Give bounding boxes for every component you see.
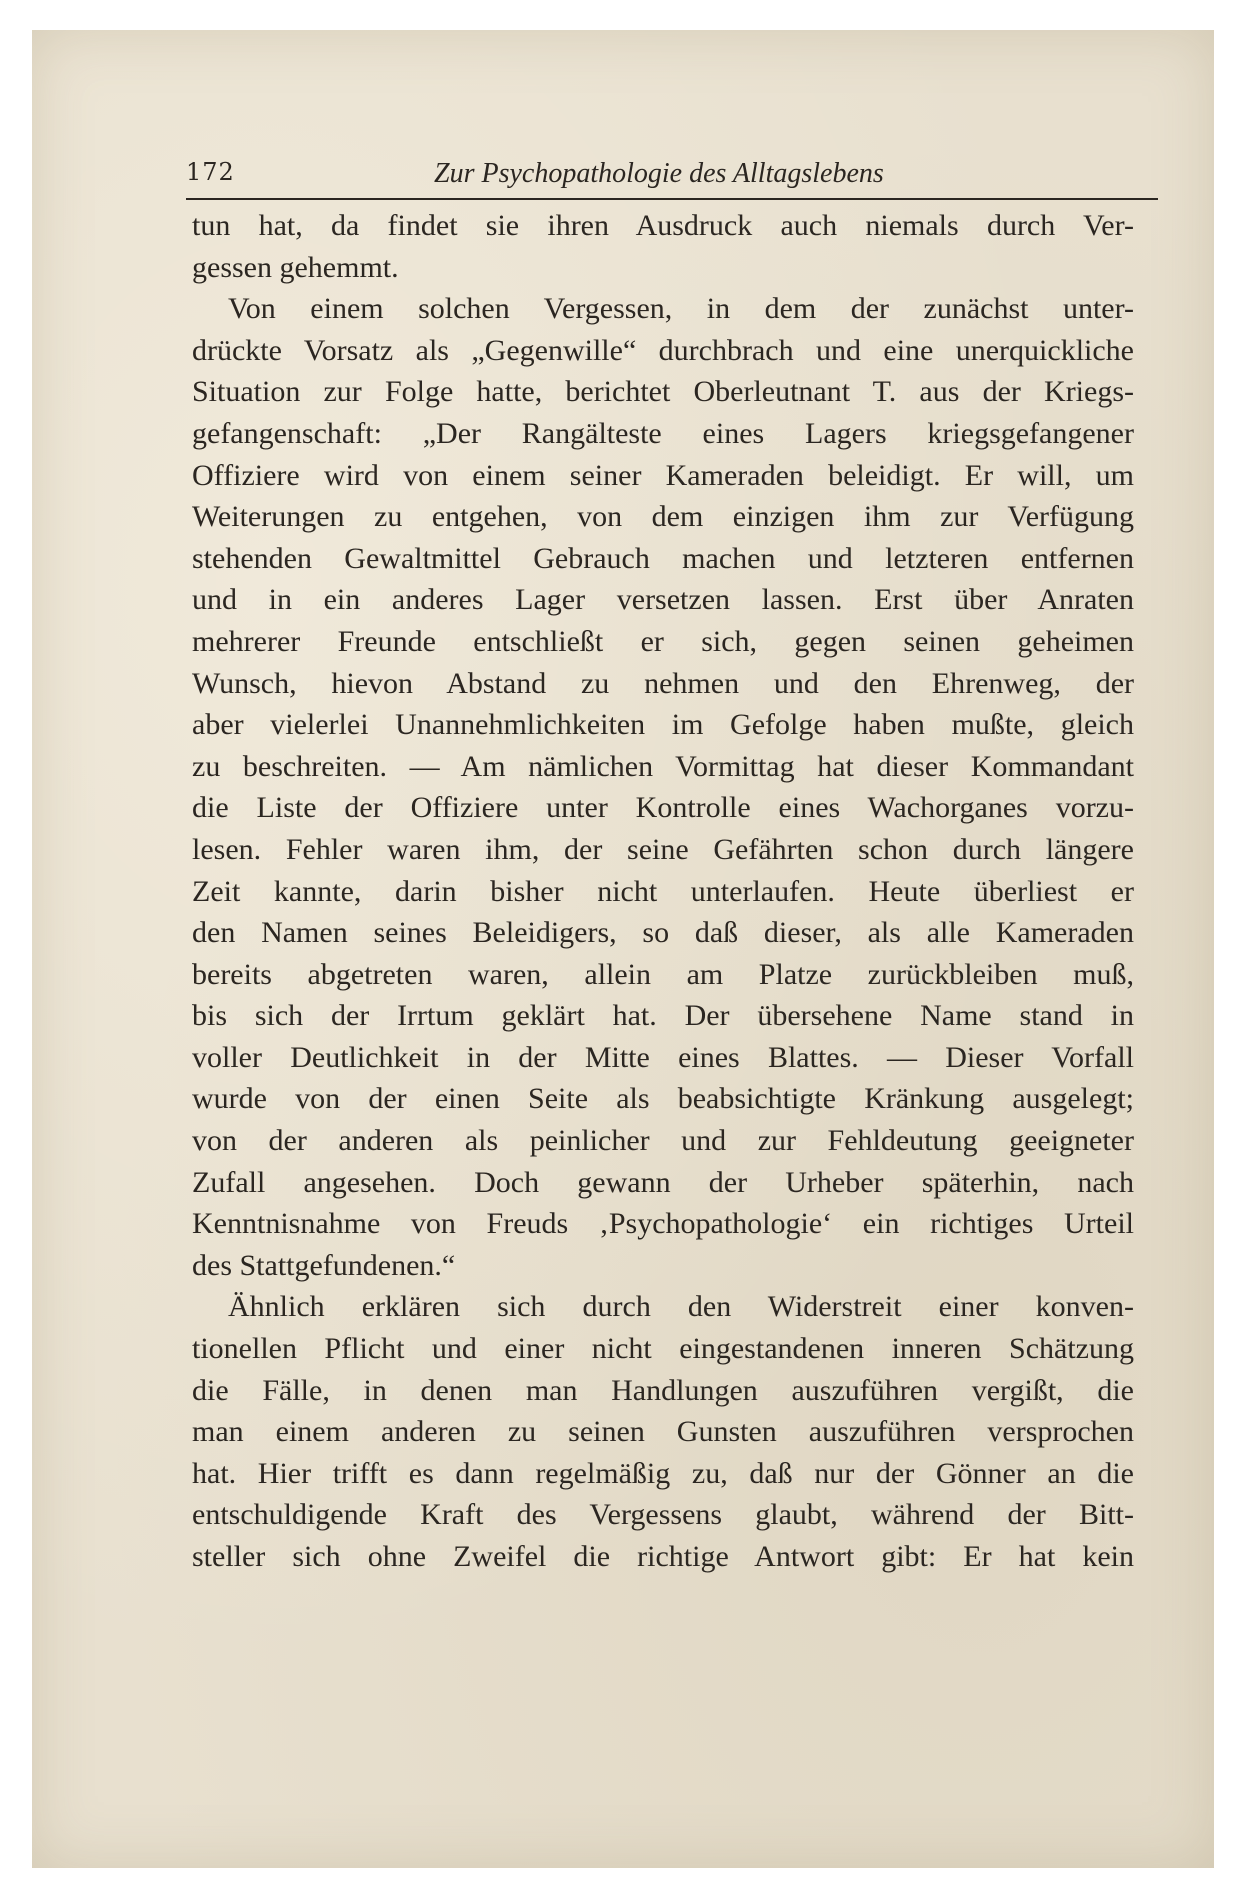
text-line: Situation zur Folge hatte, berichtet Oberleutnant T. aus der Kriegs- xyxy=(192,375,1134,409)
text-line: gefangenschaft: „Der Rangälteste eines Lagers kriegsgefangener xyxy=(192,416,1134,450)
text-line: lesen. Fehler waren ihm, der seine Gefährten schon durch längere xyxy=(192,832,1134,866)
running-title: Zur Psychopathologie des Alltagslebens xyxy=(434,158,884,189)
text-line: Weiterungen zu entgehen, von dem einzigen ihm zur Verfügung xyxy=(192,500,1134,534)
text-line: gessen gehemmt. xyxy=(192,250,399,284)
text-line: die Fälle, in denen man Handlungen auszuführen vergißt, die xyxy=(192,1373,1134,1407)
text-line: stehenden Gewaltmittel Gebrauch machen und letzteren entfernen xyxy=(192,541,1134,575)
text-line: Von einem solchen Vergessen, in dem der zunächst unter- xyxy=(228,292,1134,326)
text-line: des Stattgefundenen.“ xyxy=(192,1248,456,1282)
text-line: tun hat, da findet sie ihren Ausdruck auch niemals durch Ver- xyxy=(192,209,1134,242)
text-line: den Namen seines Beleidigers, so daß dieser, als alle Kameraden xyxy=(192,916,1134,950)
text-line: aber vielerlei Unannehmlichkeiten im Gefolge haben mußte, gleich xyxy=(192,708,1134,742)
text-line: und in ein anderes Lager versetzen lassen. Erst über Anraten xyxy=(192,583,1134,617)
text-line: drückte Vorsatz als „Gegenwille“ durchbrach und eine unerquickliche xyxy=(192,333,1134,367)
page-header xyxy=(186,158,1158,200)
text-line: Offiziere wird von einem seiner Kameraden beleidigt. Er will, um xyxy=(192,458,1134,492)
text-line: Zeit kannte, darin bisher nicht unterlaufen. Heute überliest er xyxy=(192,874,1134,908)
text-line: steller sich ohne Zweifel die richtige Antwort gibt: Er hat kein xyxy=(192,1540,1134,1573)
text-line: mehrerer Freunde entschließt er sich, gegen seinen geheimen xyxy=(192,624,1134,658)
text-line: voller Deutlichkeit in der Mitte eines Blattes. — Dieser Vorfall xyxy=(192,1040,1134,1074)
text-line: man einem anderen zu seinen Gunsten auszuführen versprochen xyxy=(192,1415,1134,1449)
text-line: die Liste der Offiziere unter Kontrolle eines Wachorganes vorzu- xyxy=(192,791,1134,825)
text-line: hat. Hier trifft es dann regelmäßig zu, daß nur der Gönner an die xyxy=(192,1456,1134,1490)
text-line: zu beschreiten. — Am nämlichen Vormittag hat dieser Kommandant xyxy=(192,749,1134,783)
text-line: entschuldigende Kraft des Vergessens glaubt, während der Bitt- xyxy=(192,1498,1134,1532)
text-line: Wunsch, hievon Abstand zu nehmen und den Ehrenweg, der xyxy=(192,666,1134,700)
text-line: Ähnlich erklären sich durch den Widerstreit einer konven- xyxy=(228,1290,1134,1324)
text-line: bereits abgetreten waren, allein am Platze zurückbleiben muß, xyxy=(192,957,1134,991)
body-text xyxy=(192,205,1134,1578)
text-line: Zufall angesehen. Doch gewann der Urheber späterhin, nach xyxy=(192,1165,1134,1199)
page-number: 172 xyxy=(186,158,235,186)
text-line: von der anderen als peinlicher und zur Fehldeutung geeigneter xyxy=(192,1124,1134,1158)
text-line: Kenntnisnahme von Freuds ‚Psychopathologie‘ ein richtiges Urteil xyxy=(192,1207,1134,1241)
text-line: bis sich der Irrtum geklärt hat. Der übersehene Name stand in xyxy=(192,999,1134,1033)
text-line: tionellen Pflicht und einer nicht eingestandenen inneren Schätzung xyxy=(192,1332,1134,1366)
text-line: wurde von der einen Seite als beabsichtigte Kränkung ausgelegt; xyxy=(192,1082,1134,1116)
